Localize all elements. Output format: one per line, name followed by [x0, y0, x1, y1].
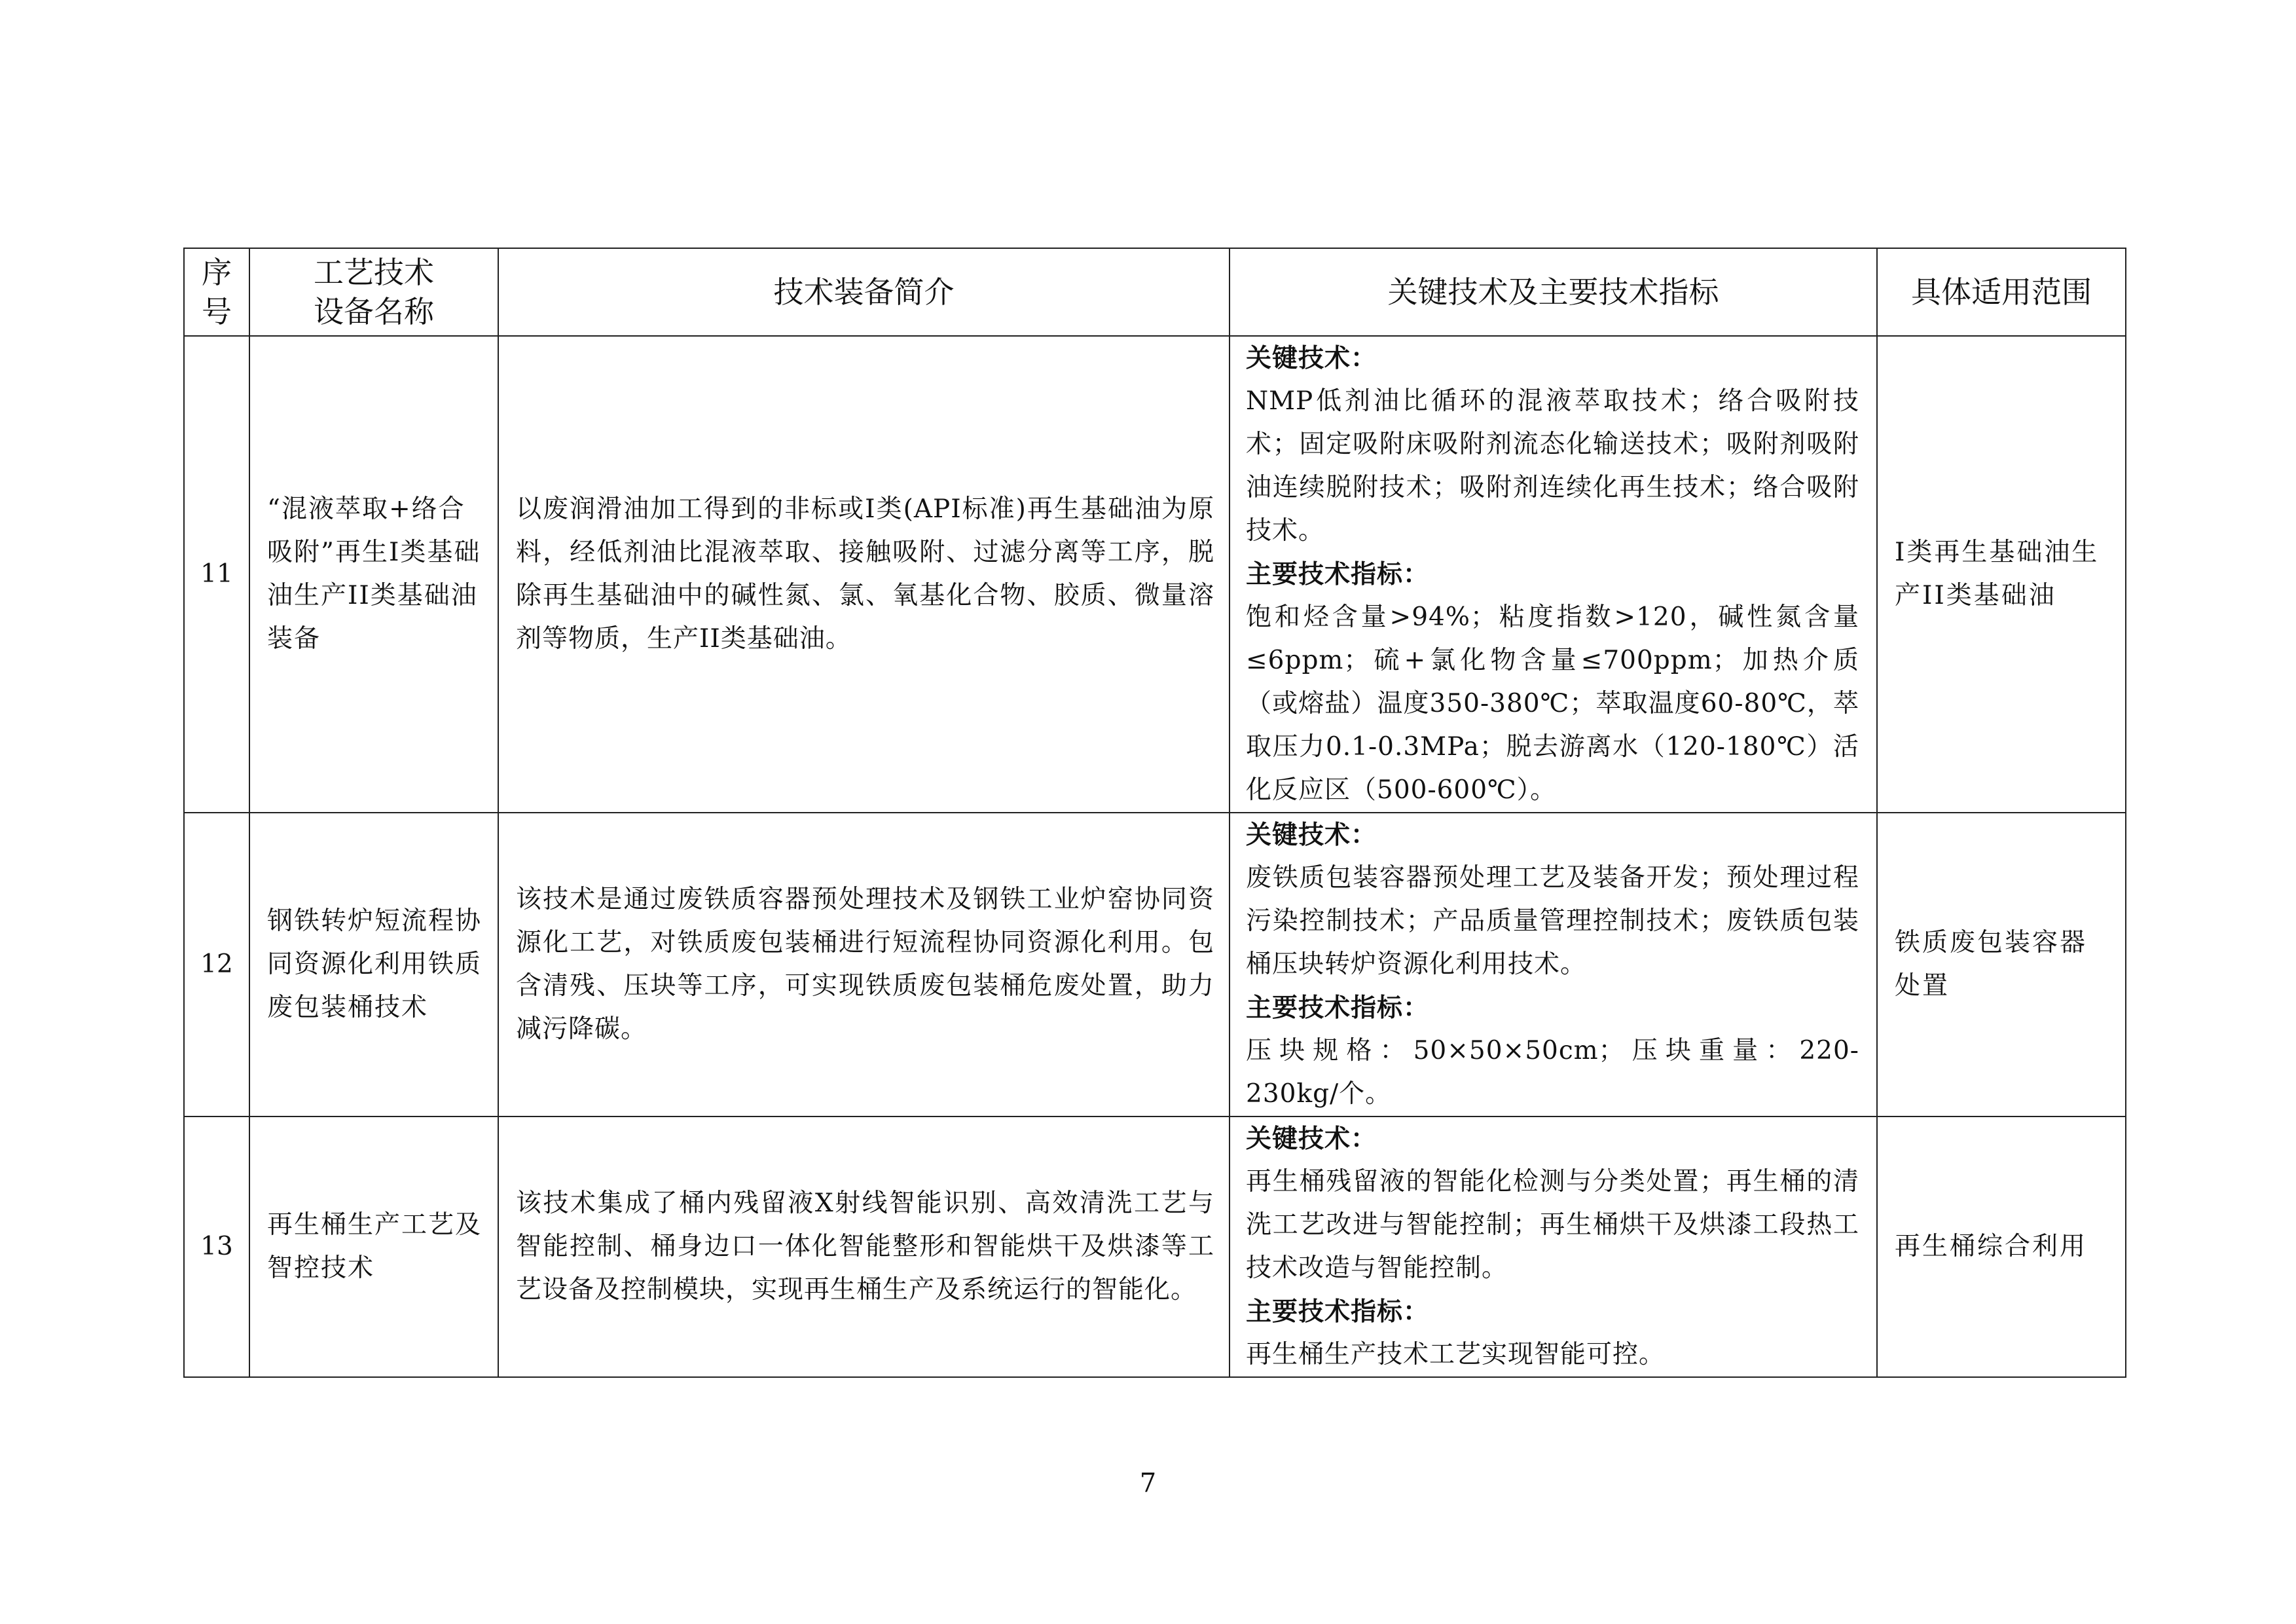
application-scope: 再生桶综合利用: [1877, 1116, 2126, 1377]
table-row: [184, 813, 2126, 1116]
row-number: 12: [184, 813, 249, 1116]
table-row: [184, 1116, 2126, 1377]
process-name: “混液萃取+络合吸附”再生I类基础油生产II类基础油装备: [249, 336, 498, 813]
equipment-intro: 以废润滑油加工得到的非标或I类(API标准)再生基础油为原料，经低剂油比混液萃取、接触吸附、过滤分离等工序，脱除再生基础油中的碱性氮、氯、氧基化合物、胶质、微量溶剂等物质，生产II类基础油。: [498, 336, 1230, 813]
application-scope: 铁质废包装容器处置: [1877, 813, 2126, 1116]
technology-table: [183, 248, 2126, 1378]
key-tech-text: NMP低剂油比循环的混液萃取技术；络合吸附技术；固定吸附床吸附剂流态化输送技术；吸附剂吸附油连续脱附技术；吸附剂连续化再生技术；络合吸附技术。: [1246, 386, 1859, 545]
table-header-row: [184, 248, 2126, 336]
page-number: 7: [1139, 1468, 1157, 1498]
indicators-label: 主要技术指标：: [1246, 1297, 1430, 1327]
process-name: 再生桶生产工艺及智控技术: [249, 1116, 498, 1377]
header-no: 序 号: [184, 248, 249, 336]
equipment-intro: 该技术是通过废铁质容器预处理技术及钢铁工业炉窑协同资源化工艺，对铁质废包装桶进行短流程协同资源化利用。包含清残、压块等工序，可实现铁质废包装桶危废处置，助力减污降碳。: [498, 813, 1230, 1116]
key-tech-cell: [1230, 813, 1877, 1116]
indicators-text: 再生桶生产技术工艺实现智能可控。: [1246, 1340, 1666, 1369]
header-name: 工艺技术 设备名称: [249, 248, 498, 336]
key-tech-cell: [1230, 336, 1877, 813]
table-row: [184, 336, 2126, 813]
process-name: 钢铁转炉短流程协同资源化利用铁质废包装桶技术: [249, 813, 498, 1116]
row-number: 13: [184, 1116, 249, 1377]
key-tech-label: 关键技术：: [1246, 820, 1377, 850]
header-intro: 技术装备简介: [498, 248, 1230, 336]
key-tech-label: 关键技术：: [1246, 343, 1377, 373]
key-tech-cell: [1230, 1116, 1877, 1377]
header-scope: 具体适用范围: [1877, 248, 2126, 336]
key-tech-text: 废铁质包装容器预处理工艺及装备开发；预处理过程污染控制技术；产品质量管理控制技术；废铁质包装桶压块转炉资源化利用技术。: [1246, 863, 1859, 979]
indicators-label: 主要技术指标：: [1246, 559, 1430, 589]
key-tech-text: 再生桶残留液的智能化检测与分类处置；再生桶的清洗工艺改进与智能控制；再生桶烘干及烘漆工段热工技术改造与智能控制。: [1246, 1167, 1859, 1283]
row-number: 11: [184, 336, 249, 813]
header-key-indicators: 关键技术及主要技术指标: [1230, 248, 1877, 336]
indicators-text: 饱和烃含量>94%；粘度指数>120，碱性氮含量≤6ppm；硫+氯化物含量≤700ppm；加热介质（或熔盐）温度350-380℃；萃取温度60-80℃，萃取压力0.1-0.3MPa；脱去游离水（120-180℃）活化反应区（500-600℃）。: [1246, 602, 1859, 805]
indicators-label: 主要技术指标：: [1246, 993, 1430, 1023]
indicators-text: 压块规格：50×50×50cm；压块重量：220-230kg/个。: [1246, 1036, 1859, 1109]
application-scope: I类再生基础油生产II类基础油: [1877, 336, 2126, 813]
key-tech-label: 关键技术：: [1246, 1124, 1377, 1154]
equipment-intro: 该技术集成了桶内残留液X射线智能识别、高效清洗工艺与智能控制、桶身边口一体化智能整形和智能烘干及烘漆等工艺设备及控制模块，实现再生桶生产及系统运行的智能化。: [498, 1116, 1230, 1377]
